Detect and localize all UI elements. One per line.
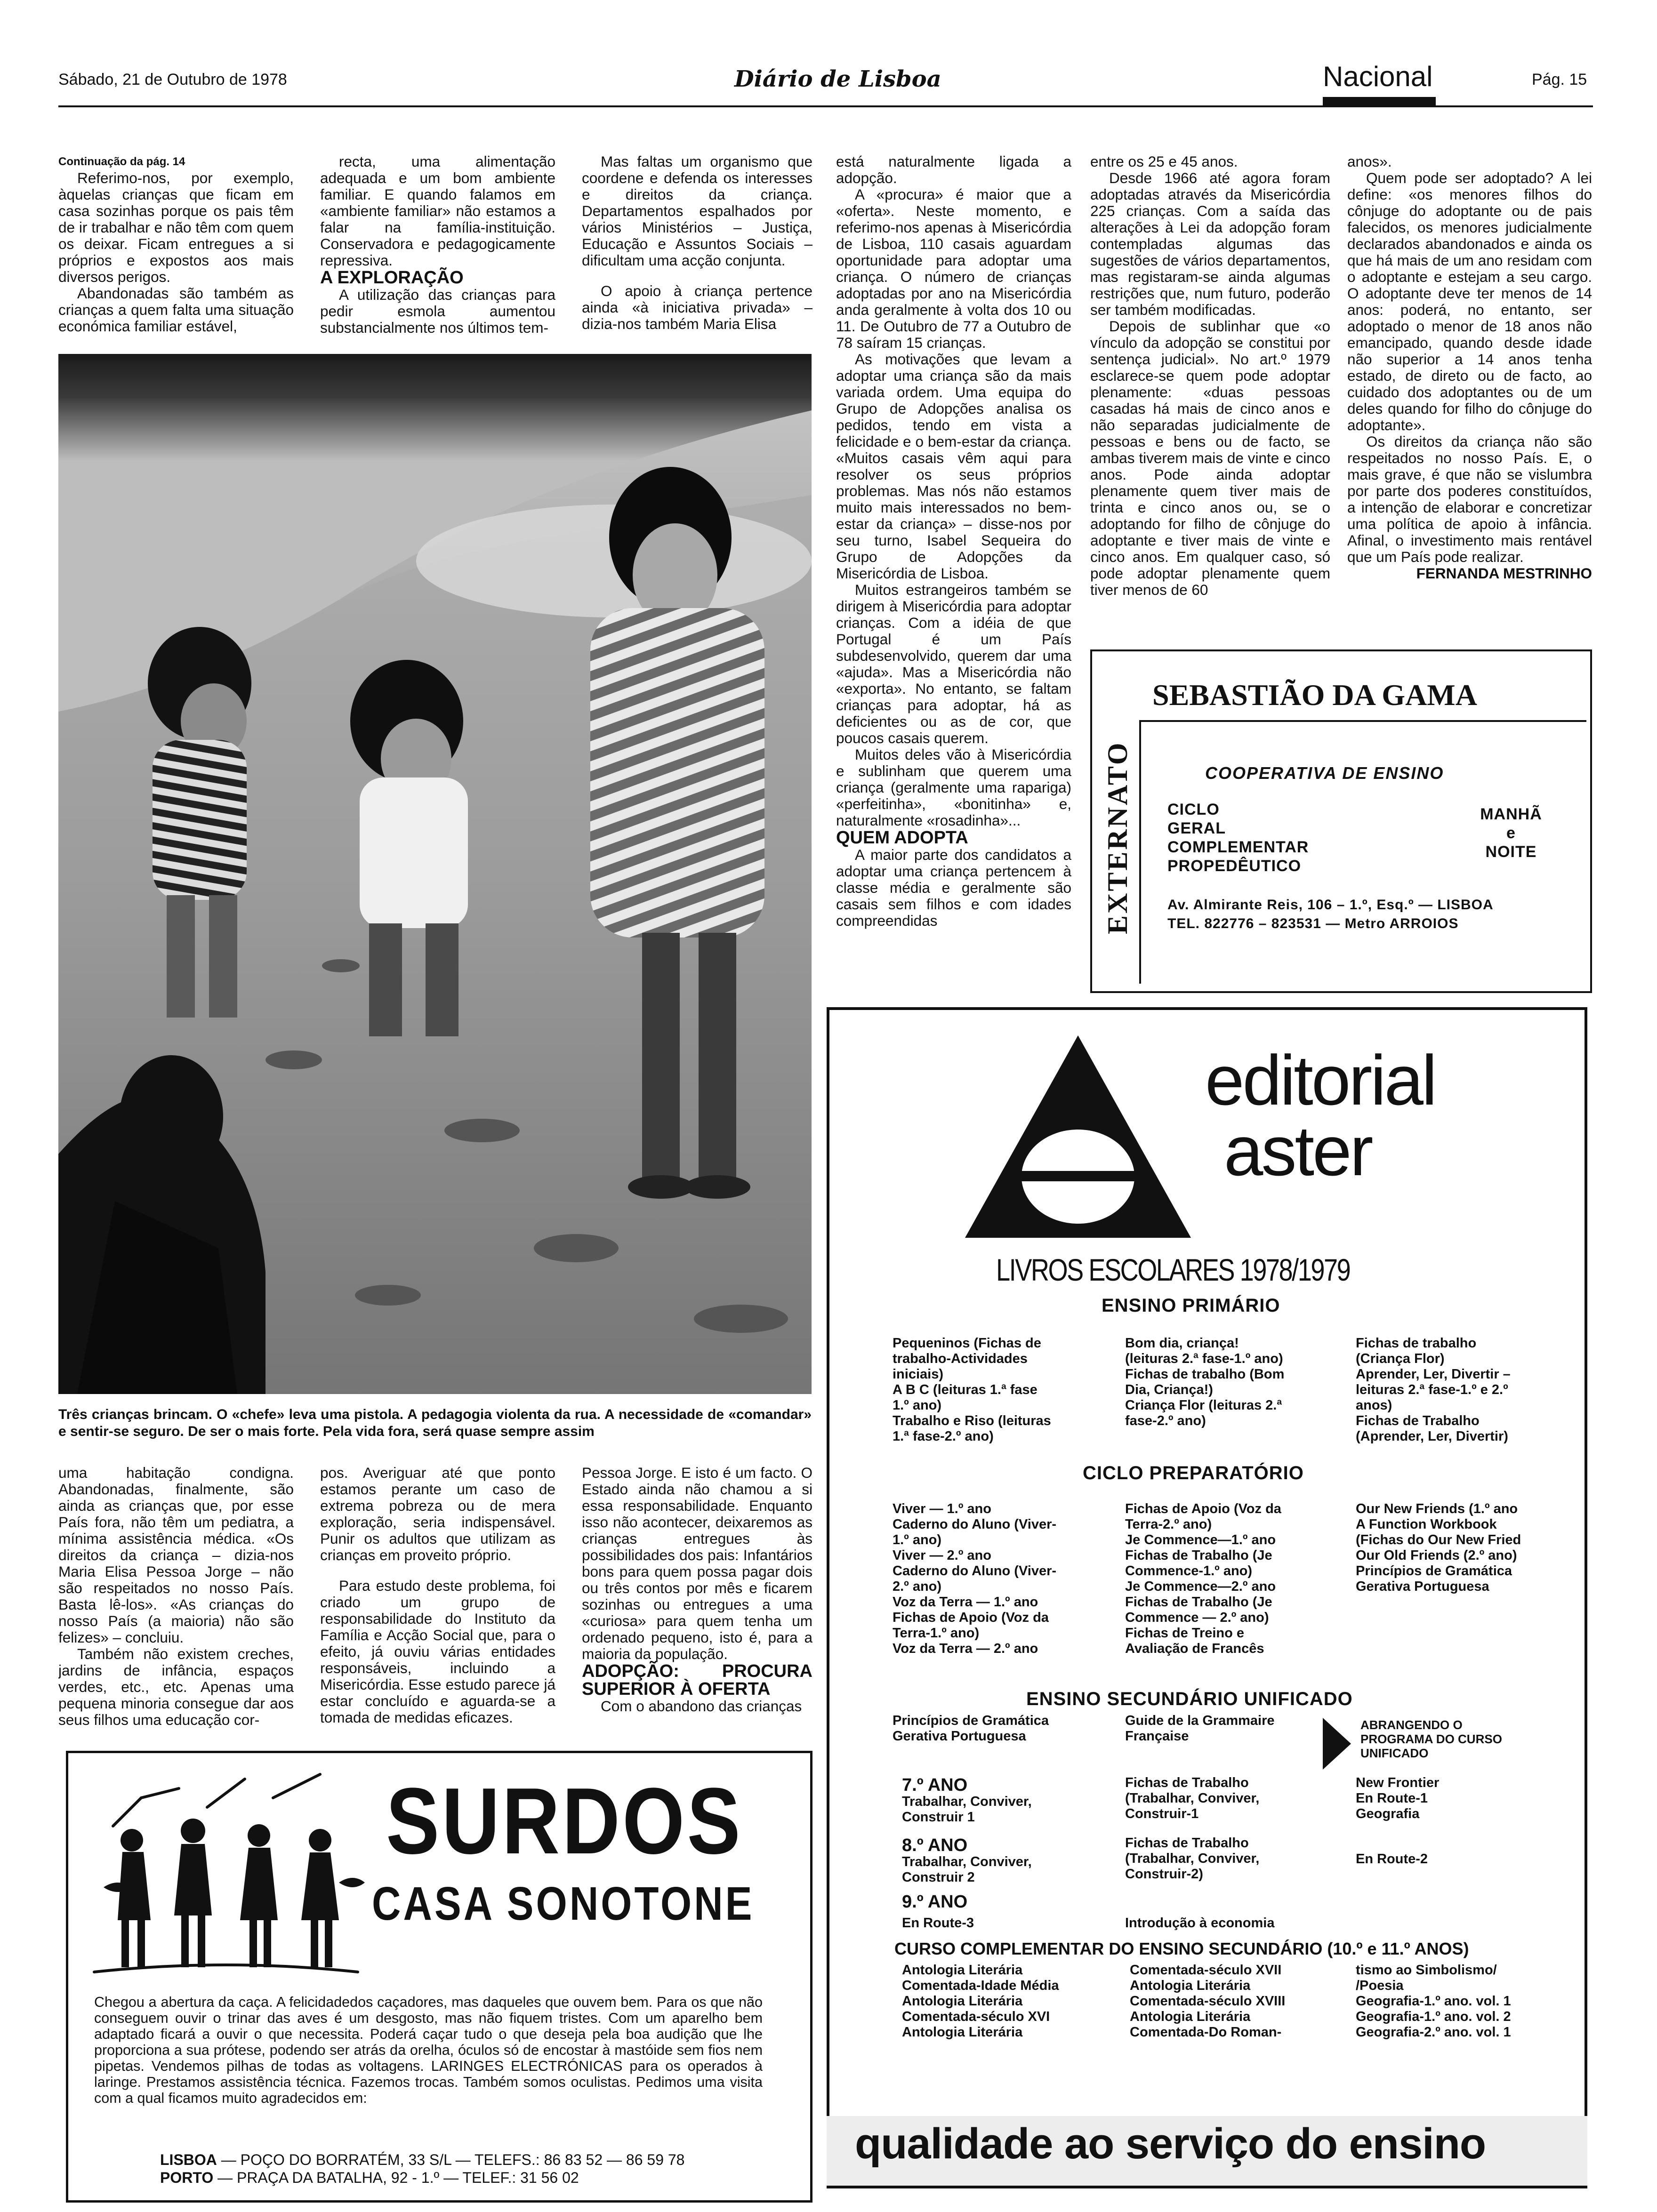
book-list: Viver — 1.º ano Caderno do Aluno (Viver-1.º ano) Viver — 2.º ano Caderno do Aluno (Viver-2.º ano) Voz da Terra — 1.º ano Fichas de Apoio (Voz da Terra-1.º ano) Voz da Terra — 2.º ano [893, 1501, 1057, 1656]
book-title: Trabalhar, Conviver, Construir 2 [902, 1854, 1032, 1885]
article-column-4 [836, 153, 1071, 982]
paragraph: Desde 1966 até agora foram adoptadas através da Misericórdia 225 crianças. Com a saída das alterações à Lei da adopção foram contempladas algumas das sugestões de vários departamentos, mas registaram-se ainda algumas restrições que, num futuro, poderão ser também modificadas. [1090, 169, 1330, 318]
sonotone-subtitle: CASA SONOTONE [372, 1877, 755, 1930]
article-column-5 [1090, 153, 1330, 629]
paragraph: anos». [1347, 153, 1392, 170]
paragraph: A utilização das crianças para pedir esmola aumentou substancialmente nos últimos tem- [320, 286, 555, 336]
subhead-quem-adopta: QUEM ADOPTA [836, 828, 968, 848]
paragraph: Muitos deles vão à Misericórdia e sublinham que querem uma criança (geralmente uma rapariga) «perfeitinha», «bonitinha» e, naturalmente «rosadinha»... [836, 746, 1071, 829]
paragraph: Depois de sublinhar que «o vínculo da adopção se constitui por sentença judicial». No art.º 1979 esclarece-se quem pode adoptar plenamente: «duas pessoas casadas há mais de cinco anos e não separadas judicialmente de pessoas e bens ou de facto, se ambas tiverem mais de vinte e cinco anos. Pode ainda adoptar plenamente quem tiver mais de trinta e cinco anos ou, se o adoptando for filho de cônjuge do adoptante e tiver mais de vinte e cinco anos. Em qualquer caso, só pode adoptar plenamente quem tiver menos de 60 [1090, 318, 1330, 598]
book-title: New Frontier En Route-1 Geografia [1356, 1775, 1440, 1821]
paragraph: Os direitos da criança não são respeitados no nosso País. E, o mais grave, é que não se vislumbra por parte dos poderes constituídos, a intenção de elaborar e concretizar uma política de apoio à infância. Afinal, o investimento mais rentável que um País pode realizar. [1347, 433, 1592, 565]
grade-9-col-b [1125, 1915, 1290, 1931]
continuation-note: Continuação da pág. 14 [58, 155, 185, 168]
sonotone-addresses [160, 2151, 684, 2187]
schedule-item: MANHÃ [1480, 805, 1542, 823]
paragraph: Muitos estrangeiros também se dirigem à Misericórdia para adoptar crianças. Com a idéia de que Portugal é um País subdesenvolvido, querem dar uma «ajuda». Mas a Misericórdia não «exporta». No entanto, se faltam crianças para adoptar, há as deficientes ou as de cor, que poucos casais querem. [836, 581, 1071, 746]
schedule-list [1473, 805, 1549, 861]
paragraph: As motivações que levam a adoptar uma criança são da mais variada ordem. Uma equipa do Grupo de Adopções analisa os pedidos, tendo em vista a felicidade e o bem-estar da criança. «Muitos casais vêm aqui para resolver os seus próprios problemas. Mas nós não estamos muito mais interessados no bem-estar da criança» – disse-nos por seu turno, Isabel Sequeira do Grupo de Adopções da Misericórdia de Lisboa. [836, 351, 1071, 582]
book-title: Fichas de Trabalho (Trabalhar, Conviver, Construir-2) [1125, 1835, 1260, 1882]
book-title: Princípios de Gramática Gerativa Portuguesa [893, 1713, 1049, 1744]
book-title: Fichas de Trabalho (Trabalhar, Conviver, Construir-1 [1125, 1775, 1260, 1821]
externato-label: EXTERNATO [1102, 741, 1133, 935]
grade-8-col-c [1356, 1851, 1525, 1867]
article-column-3-top [582, 153, 812, 351]
book-list: Fichas de Apoio (Voz da Terra-2.º ano) Je Commence—1.º ano Fichas de Trabalho (Je Commence-1.º ano) Je Commence—2.º ano Fichas de Trabalho (Je Commence — 2.º ano) Fichas de Treino e Avaliação de Francês [1125, 1501, 1281, 1656]
secundario-row0-b [1125, 1713, 1290, 1744]
porto-address [160, 2169, 684, 2187]
author-signature: FERNANDA MESTRINHO [1416, 565, 1592, 582]
header-rule [58, 105, 1593, 107]
preparatorio-col-2 [1125, 1501, 1304, 1657]
issue-date: Sábado, 21 de Outubro de 1978 [58, 71, 287, 88]
school-name: SEBASTIÃO DA GAMA [1152, 678, 1477, 712]
article-column-2-top [320, 153, 555, 351]
paragraph: A maior parte dos candidatos a adoptar uma criança pertencem à classe média e geralmente são casais sem filhos e com idades compreendidas [836, 846, 1071, 929]
paragraph: uma habitação condigna. Abandonadas, finalmente, são ainda as crianças que, por esse País fora, não têm um pediatra, a mínima assistência médica. «Os direitos da criança – dizia-nos Maria Elisa Pessoa Jorge – não são respeitados no nosso País. Basta lê-los». «As crianças do nosso País (a maioria) não são felizes» – concluiu. [58, 1465, 294, 1646]
masthead: Diário de Lisboa [734, 66, 941, 92]
primario-col-2 [1125, 1336, 1290, 1429]
subhead-adopcao: ADOPÇÃO: PROCURA SUPERIOR À OFERTA [582, 1661, 812, 1699]
subhead-exploracao: A EXPLORAÇÃO [320, 268, 464, 288]
school-address: Av. Almirante Reis, 106 – 1.º, Esq.º — LISBOA [1167, 897, 1494, 913]
complementar-col-3 [1356, 1963, 1525, 2040]
page-number: Pág. 15 [1532, 71, 1587, 88]
section-complementar: CURSO COMPLEMENTAR DO ENSINO SECUNDÁRIO (10.º e 11.º ANOS) [894, 1939, 1469, 1958]
article-column-1-top [58, 153, 294, 351]
paragraph: O apoio à criança pertence ainda «à iniciativa privada» – dizia-nos também Maria Elisa [582, 282, 812, 332]
grade-8-col-b [1125, 1835, 1290, 1882]
schedule-item: NOITE [1485, 843, 1537, 861]
paragraph: Referimo-nos, por exemplo, àquelas crianças que ficam em casa sozinhas porque os pais têm de ir trabalhar e não têm com quem os deixar. Ficam entregues a si próprios e expostos aos mais diversos perigos. [58, 169, 294, 285]
paragraph: A «procura» é maior que a «oferta». Neste momento, e referimo-nos apenas à Misericórdia de Lisboa, 110 casais aguardam oportunidade para adoptar uma criança. O número de crianças adoptadas por ano na Misericórdia anda geralmente à volta dos 10 ou 11. De Outubro de 77 a Outubro de 78 saíram 15 crianças. [836, 186, 1071, 351]
photo-caption: Três crianças brincam. O «chefe» leva uma pistola. A pedagogia violenta da rua. A necessidade de «comandar» e sentir-se seguro. De ser o mais forte. Pela vida fora, será quase sempre assim [58, 1407, 812, 1439]
school-phone: TEL. 822776 – 823531 — Metro ARROIOS [1167, 916, 1459, 931]
complementar-col-2 [1130, 1963, 1299, 2040]
section-title: Nacional [1323, 61, 1433, 92]
secundario-row0-a [893, 1713, 1057, 1744]
brand-editorial: editorial [1205, 1041, 1436, 1120]
book-title: Guide de la Grammaire Française [1125, 1713, 1275, 1744]
course-list [1167, 800, 1309, 875]
ad-rule [1139, 720, 1586, 722]
grade-7-col-a [902, 1794, 1081, 1825]
article-column-1-bottom [58, 1465, 294, 1738]
preparatorio-col-1 [893, 1501, 1057, 1657]
schedule-item: e [1506, 824, 1516, 842]
paragraph: está naturalmente ligada a adopção. [836, 153, 1071, 186]
arrow-icon [1323, 1718, 1351, 1770]
paragraph: Quem pode ser adoptado? A lei define: «os menores filhos do cônjuge do adoptante ou de pais falecidos, os menores judicialmente declarados abandonados e ainda os que há mais de um ano residam com o adoptante e estejam a seu cargo. O adoptante deve ter menos de 14 anos: poderá, no entanto, ser adoptado o menor de 18 anos não emancipado, quando desde idade não superior a 14 anos tenha estado, de direto ou de facto, ao cuidado dos adoptantes ou de um deles quando for filho do cônjuge do adoptante». [1347, 169, 1592, 433]
porto-label: PORTO [160, 2169, 214, 2186]
grade-8-col-a [902, 1854, 1081, 1885]
paragraph: Mas faltas um organismo que coordene e defenda os interesses e direitos da criança. Departamentos espalhados por vários Ministérios – Justiça, Educação e Assuntos Sociais – dificultam uma acção conjunta. [582, 153, 812, 269]
grade-7-col-b [1125, 1775, 1290, 1822]
course-item: COMPLEMENTAR [1167, 838, 1309, 856]
grade-8: 8.º ANO [902, 1835, 968, 1855]
complementar-col-1 [902, 1963, 1081, 2040]
paragraph: pos. Averiguar até que ponto estamos perante um caso de extrema pobreza ou de mera exploração, seria indispensável. Punir os adultos que utilizam as crianças em proveito próprio. [320, 1465, 555, 1563]
grade-9-col-a [902, 1915, 1081, 1931]
grade-9: 9.º ANO [902, 1892, 968, 1912]
lisboa-label: LISBOA [160, 2151, 217, 2168]
section-secundario: ENSINO SECUNDÁRIO UNIFICADO [1026, 1689, 1353, 1709]
paragraph: recta, uma alimentação adequada e um bom ambiente familiar. E quando falamos em «ambiente familiar» não estamos a falar na família-instituição. Conservadora e pedagogicamente repressiva. [320, 153, 555, 269]
book-list: Bom dia, criança! (leituras 2.ª fase-1.º ano) Fichas de trabalho (Bom Dia, Criança!) Criança Flor (leituras 2.ª fase-2.º ano) [1125, 1336, 1285, 1428]
book-title: En Route-2 [1356, 1851, 1428, 1867]
course-item: PROPEDÊUTICO [1167, 857, 1302, 875]
aster-motto: qualidade ao serviço do ensino [855, 2120, 1486, 2168]
paragraph: Pessoa Jorge. E isto é um facto. O Estado ainda não chamou a si essa responsabilidade. Enquanto isso não acontecer, deixaremos as crianças entregues às possibilidades dos pais: Infantários bons para quem possa pagar dois ou três contos por mês e ficarem sozinhas ou entregues a uma «curiosa» para quem tenha um ordenado pequeno, isto é, para a maioria da população. [582, 1465, 812, 1662]
cooperative-subtitle: COOPERATIVA DE ENSINO [1205, 763, 1444, 783]
article-column-3-bottom [582, 1465, 812, 1738]
article-column-2-bottom [320, 1465, 555, 1738]
lisboa-address [160, 2151, 684, 2169]
book-title: Trabalhar, Conviver, Construir 1 [902, 1794, 1032, 1825]
books-headline: LIVROS ESCOLARES 1978/1979 [996, 1252, 1350, 1287]
paragraph: Também não existem creches, jardins de infância, espaços verdes, etc., etc. Apenas uma pequena minoria consegue dar aos seus filhos uma educação cor- [58, 1645, 294, 1728]
book-list: Pequeninos (Fichas de trabalho-Actividades iniciais) A B C (leituras 1.ª fase 1.º ano) Trabalho e Riso (leituras 1.ª fase-2.º ano) [893, 1336, 1051, 1444]
book-list: Our New Friends (1.º ano A Function Workbook (Fichas do Our New Fried Our Old Friends (2.º ano) Princípios de Gramática Gerativa Portuguesa [1356, 1501, 1521, 1594]
book-title: Introdução à economia [1125, 1915, 1275, 1931]
sonotone-title: SURDOS [386, 1769, 743, 1874]
children-photo [58, 354, 812, 1394]
book-list: Antologia Literária Comentada-Idade Média Antologia Literária Comentada-século XVI Antologia Literária [902, 1963, 1059, 2040]
preparatorio-col-3 [1356, 1501, 1525, 1595]
aster-triangle-logo [960, 1031, 1196, 1242]
course-item: CICLO [1167, 801, 1220, 818]
program-tag: ABRANGENDO O PROGRAMA DO CURSO UNIFICADO [1360, 1718, 1502, 1760]
paragraph: Com o abandono das crianças [601, 1698, 802, 1715]
paragraph: Para estudo deste problema, foi criado um grupo de responsabilidade do Instituto da Família e Acção Social que, para o efeito, já ouviu várias entidades responsáveis, incluindo a Misericórdia. Esse estudo parece já estar concluído e aguarda-se a tomada de medidas eficazes. [320, 1577, 555, 1726]
primario-col-3 [1356, 1336, 1525, 1444]
book-title: En Route-3 [902, 1915, 974, 1931]
book-list: Comentada-século XVII Antologia Literária Comentada-século XVIII Antologia Literária Comentada-Do Roman- [1130, 1963, 1286, 2040]
paragraph: Abandonadas são também as crianças a quem falta uma situação económica familiar estável, [58, 285, 294, 335]
section-preparatorio: CICLO PREPARATÓRIO [1083, 1463, 1304, 1483]
section-primario: ENSINO PRIMÁRIO [1102, 1295, 1280, 1316]
section-underline [1323, 97, 1436, 105]
brand-aster: aster [1224, 1111, 1372, 1190]
sonotone-body: Chegou a abertura da caça. A felicidadedos caçadores, mas daqueles que ouvem bem. Para os que não conseguem ouvir o trinar das aves é um desgosto, mas não fiquem tristes. Com um aparelho bem adaptado ficará a ouvir o que necessita. Poderá caçar tudo o que deseja pela boa audição que lhe proporciona a sua prótese, podendo ser atrás da orelha, óculos só de encostar à mastóide sem fios nem pipetas. Vendemos pilhas de todas as voltagens. LARINGES ELECTRÓNICAS para os operados à laringe. Prestamos assistência técnica. Fazemos trocas. Também somos oculistas. Pedimos uma visita com a qual ficamos muito agradecidos em: [94, 1994, 763, 2106]
book-list: Fichas de trabalho (Criança Flor) Aprender, Ler, Divertir – leituras 2.ª fase-1.º e 2.º anos) Fichas de Trabalho (Aprender, Ler, Divertir) [1356, 1336, 1511, 1444]
course-item: GERAL [1167, 819, 1226, 837]
book-list: tismo ao Simbolismo/ /Poesia Geografia-1.º ano. vol. 1 Geografia-1.º ano. vol. 2 Geografia-2.º ano. vol. 1 [1356, 1963, 1511, 2040]
primario-col-1 [893, 1336, 1057, 1444]
paragraph: entre os 25 e 45 anos. [1090, 153, 1238, 170]
porto-details: — PRAÇA DA BATALHA, 92 - 1.º — TELEF.: 31 56 02 [217, 2169, 579, 2186]
hunters-illustration [85, 1770, 367, 1977]
grade-7: 7.º ANO [902, 1775, 968, 1795]
grade-7-col-c [1356, 1775, 1525, 1822]
ad-rule [1139, 720, 1141, 984]
article-column-6 [1347, 153, 1592, 633]
lisboa-details: — POÇO DO BORRATÉM, 33 S/L — TELEFS.: 86 83 52 — 86 59 78 [221, 2151, 685, 2168]
photo-illustration [58, 354, 812, 1394]
